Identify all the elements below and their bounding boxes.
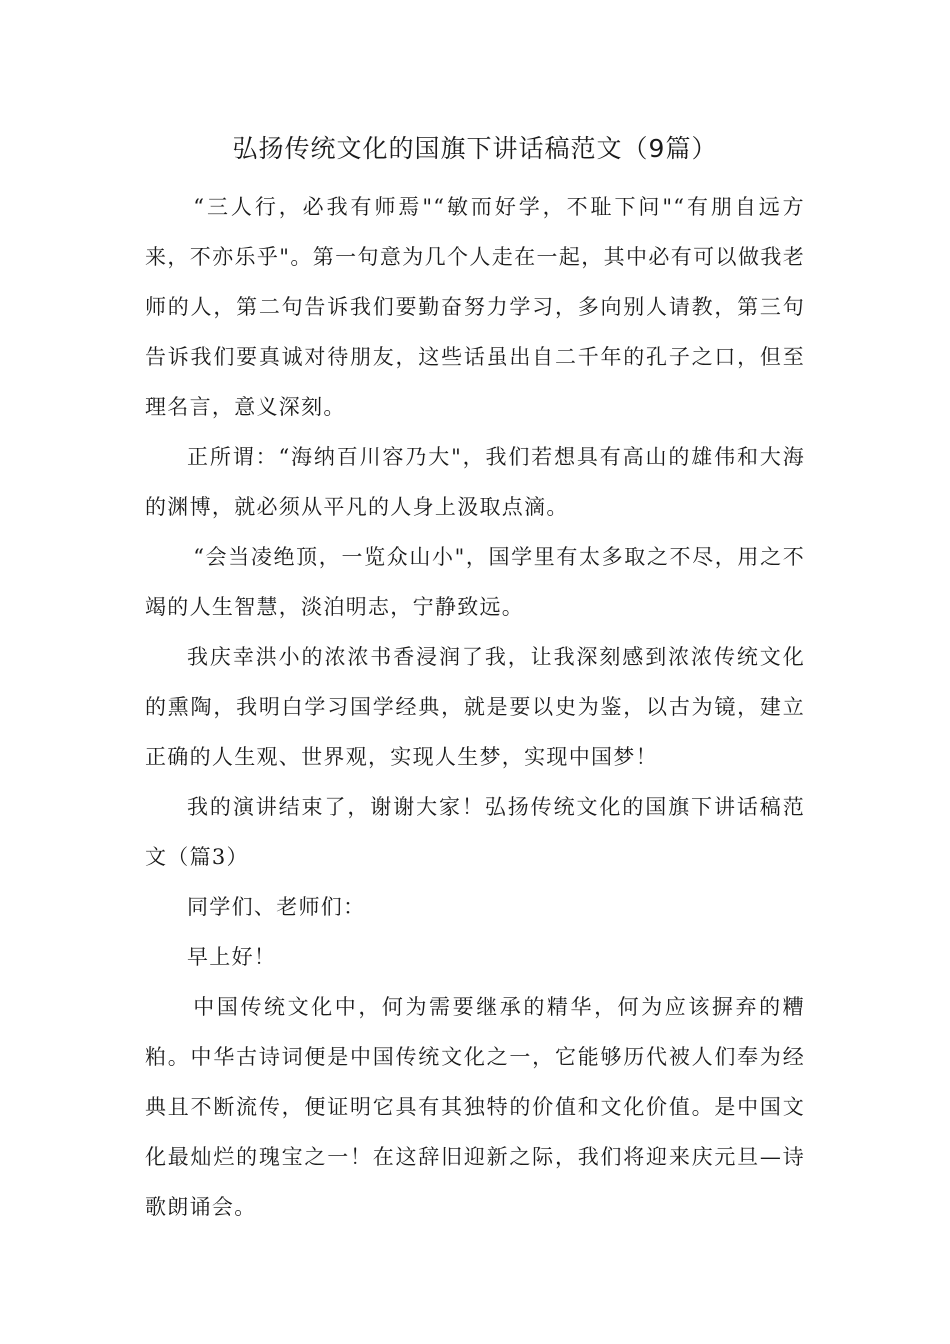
paragraph-8: 中国传统文化中，何为需要继承的精华，何为应该摒弃的糟粕。中华古诗词便是中国传统文化之一，它能够历代被人们奉为经典且不断流传，便证明它具有其独特的价值和文化价值。是中国文化最灿烂的瑰宝之一！在这辞旧迎新之际，我们将迎来庆元旦—诗歌朗诵会。 — [145, 995, 805, 1219]
paragraph-7: 早上好！ — [187, 945, 277, 969]
paragraph-5: 我的演讲结束了，谢谢大家！弘扬传统文化的国旗下讲话稿范文（篇3） — [145, 795, 805, 869]
document-title: 弘扬传统文化的国旗下讲话稿范文（9篇） — [232, 134, 718, 163]
document-body — [145, 182, 805, 1232]
paragraph-4: 我庆幸洪小的浓浓书香浸润了我，让我深刻感到浓浓传统文化的熏陶，我明白学习国学经典，就是要以史为鉴，以古为镜，建立正确的人生观、世界观，实现人生梦，实现中国梦！ — [145, 645, 805, 769]
paragraph-1: “三人行，必我有师焉"“敏而好学，不耻下问"“有朋自远方来，不亦乐乎"。第一句意为几个人走在一起，其中必有可以做我老师的人，第二句告诉我们要勤奋努力学习，多向别人请教，第三句告诉我们要真诚对待朋友，这些话虽出自二千年的孔子之口，但至理名言，意义深刻。 — [145, 195, 805, 419]
paragraph-3: “会当凌绝顶，一览众山小"，国学里有太多取之不尽，用之不竭的人生智慧，淡泊明志，宁静致远。 — [145, 545, 805, 619]
paragraph-2: 正所谓：“海纳百川容乃大"，我们若想具有高山的雄伟和大海的渊博，就必须从平凡的人身上汲取点滴。 — [145, 445, 805, 519]
paragraph-6: 同学们、老师们： — [187, 895, 366, 919]
